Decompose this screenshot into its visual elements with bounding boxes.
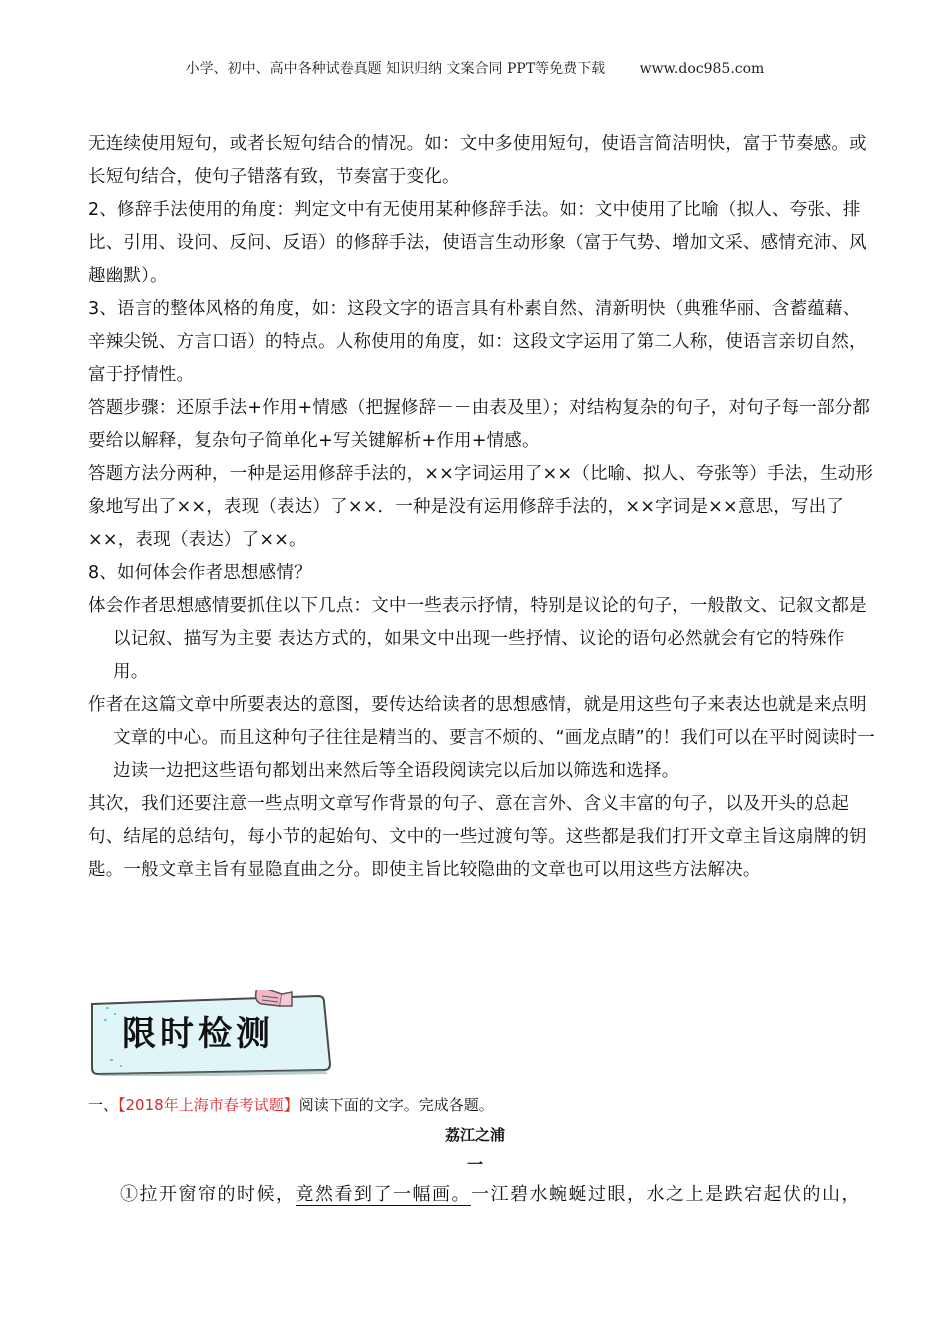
paragraph-steps: 答题步骤：还原手法+作用+情感（把握修辞－－由表及里）；对结构复杂的句子，对句子每一部分都要给以解释，复杂句子简单化+写关键解析+作用+情感。	[88, 398, 871, 451]
paper-clip-icon	[256, 990, 292, 1006]
question-line	[88, 1094, 494, 1115]
section-banner	[86, 990, 336, 1076]
question-text: 阅读下面的文字。完成各题。	[298, 1096, 494, 1114]
page-header	[0, 58, 950, 78]
article-section-number: 一	[466, 1155, 483, 1174]
question-source: 【2018年上海市春考试题】	[118, 1096, 299, 1114]
paragraph-rhetoric: 2、修辞手法使用的角度：判定文中有无使用某种修辞手法。如：文中使用了比喻（拟人、夸张、排比、引用、设问、反问、反语）的修辞手法，使语言生动形象（富于气势、增加文采、感情充沛、风趣幽默）。	[88, 200, 867, 286]
paragraph-intent: 作者在这篇文章中所要表达的意图，要传达给读者的思想感情，就是用这些句子来表达也就是来点明文章的中心。而且这种句子往往是精当的、要言不烦的、“画龙点睛”的！我们可以在平时阅读时一边读一边把这些语句都划出来然后等全语段阅读完以后加以筛选和选择。	[88, 695, 875, 781]
header-text: 小学、初中、高中各种试卷真题 知识归纳 文案合同 PPT等免费下载	[185, 61, 606, 77]
paragraph-methods: 答题方法分两种，一种是运用修辞手法的，××字词运用了××（比喻、拟人、夸张等）手法，生动形象地写出了××，表现（表达）了××．一种是没有运用修辞手法的，××字词是××意思，写出了××，表现（表达）了××。	[88, 464, 874, 550]
paragraph-heading-8: 8、如何体会作者思想感情？	[88, 563, 312, 583]
header-url[interactable]: www.doc985.com	[639, 61, 765, 77]
question-prefix: 一、	[88, 1096, 119, 1114]
banner-title: 限时检测	[122, 1014, 274, 1054]
article-underlined-phrase: 竟然看到了一幅画。	[295, 1184, 471, 1205]
paragraph-secondly: 其次，我们还要注意一些点明文章写作背景的句子、意在言外、含义丰富的句子，以及开头的总起句、结尾的总结句，每小节的起始句、文中的一些过渡句等。这些都是我们打开文章主旨这扇牌的钥匙。一般文章主旨有显隐直曲之分。即使主旨比较隐曲的文章也可以用这些方法解决。	[88, 794, 867, 880]
article-paragraph-start: ①拉开窗帘的时候，	[120, 1184, 296, 1205]
paragraph-style: 3、语言的整体风格的角度，如：这段文字的语言具有朴素自然、清新明快（典雅华丽、含蓄蕴藉、辛辣尖锐、方言口语）的特点。人称使用的角度，如：这段文字运用了第二人称，使语言亲切自然，富于抒情性。	[88, 299, 867, 385]
article-title: 荔江之浦	[444, 1126, 505, 1144]
paragraph-continuation: 无连续使用短句，或者长短句结合的情况。如：文中多使用短句，使语言简洁明快，富于节奏感。或长短句结合，使句子错落有致，节奏富于变化。	[88, 134, 867, 187]
body-text	[88, 128, 878, 887]
article-paragraph	[120, 1180, 880, 1206]
paragraph-feelings: 体会作者思想感情要抓住以下几点：文中一些表示抒情，特别是议论的句子，一般散文、记叙文都是以记叙、描写为主要 表达方式的，如果文中出现一些抒情、议论的语句必然就会有它的特殊作用。	[88, 596, 867, 682]
article-paragraph-rest: 一江碧水蜿蜒过眼，水之上是跌宕起伏的山，	[471, 1184, 861, 1205]
